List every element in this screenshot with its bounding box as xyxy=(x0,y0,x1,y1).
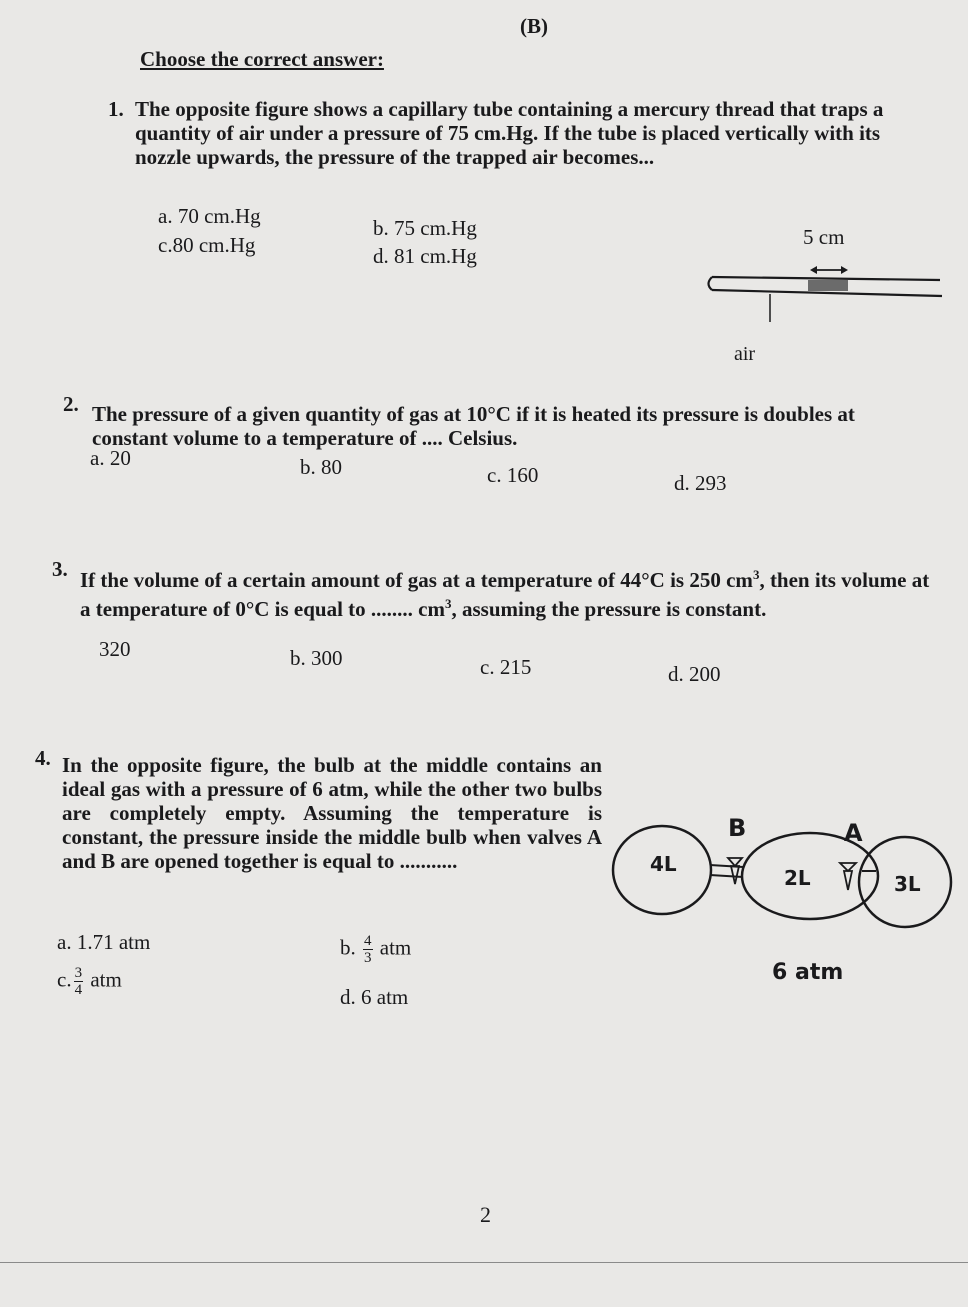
q3-option-d: d. 200 xyxy=(668,662,721,686)
q3-volume: 250 cm xyxy=(689,568,753,592)
q3-volume-exponent: 3 xyxy=(752,567,760,582)
q4-option-c-prefix: c. xyxy=(57,967,72,992)
q4-option-c-numerator: 3 xyxy=(74,965,83,981)
q2-number: 2. xyxy=(63,392,79,416)
q4-option-b xyxy=(340,933,411,966)
section-label: (B) xyxy=(520,14,548,38)
capillary-tube-figure xyxy=(690,222,960,372)
q2-text-end: if it is heated its pressure is doubles at constant volume to a temperature of .... Celsius. xyxy=(92,402,855,450)
q3-unit: cm xyxy=(418,597,445,621)
q2-text xyxy=(92,402,932,450)
q4-option-c-denominator: 4 xyxy=(74,982,83,998)
q3-option-a: 320 xyxy=(99,637,131,661)
q1-option-c: c.80 cm.Hg xyxy=(158,233,256,257)
q4-number: 4. xyxy=(35,746,51,770)
three-bulbs-figure xyxy=(600,800,960,1000)
q3-option-c: c. 215 xyxy=(480,655,532,679)
valve-a-symbol xyxy=(840,863,856,890)
q2-text-start: The pressure of a given quantity of gas at xyxy=(92,402,462,426)
q2-option-b: b. 80 xyxy=(300,455,342,479)
q1-number: 1. xyxy=(108,97,124,121)
q3-text xyxy=(80,563,930,621)
q3-text-part4: is equal to ........ xyxy=(274,597,413,621)
valve-b-symbol xyxy=(728,858,742,884)
q3-option-b: b. 300 xyxy=(290,646,343,670)
q1-option-a: a. 70 cm.Hg xyxy=(158,204,261,228)
q3-text-part3: , then its volume at a temperature of xyxy=(80,568,930,621)
q3-text-part5: , assuming the pressure is constant. xyxy=(451,597,767,621)
valve-a-label: A xyxy=(844,819,863,847)
q1-text: The opposite figure shows a capillary tube containing a mercury thread that traps a quantity of air under a pressure of 75 cm.Hg. If the tube is placed vertically with its nozzle upwards, the pressure of the trapped air becomes... xyxy=(135,97,884,169)
q3-text-part2: is xyxy=(670,568,685,592)
q1-option-d: d. 81 cm.Hg xyxy=(373,244,477,268)
q3-number: 3. xyxy=(52,557,68,581)
middle-bulb-volume: 2L xyxy=(784,866,811,890)
middle-bulb-pressure: 6 atm xyxy=(772,960,844,985)
q2-option-d: d. 293 xyxy=(674,471,727,495)
q4-option-b-fraction xyxy=(363,933,373,966)
valve-b-label: B xyxy=(728,814,747,842)
q4-text: In the opposite figure, the bulb at the middle contains an ideal gas with a pressure of 6 atm, while the other two bulbs are completely empty. Assuming the temperature is constant, the pressure inside the middle bulb when valves A and B are opened together is equal to ........... xyxy=(62,753,602,873)
q4-option-a: a. 1.71 atm xyxy=(57,930,151,954)
q4-option-b-prefix: b. xyxy=(340,935,356,960)
air-label: air xyxy=(734,343,756,365)
q2-temperature: 10°C xyxy=(466,402,511,426)
page-number: 2 xyxy=(480,1202,491,1227)
q4-option-c-unit: atm xyxy=(90,967,122,992)
q2-option-c: c. 160 xyxy=(487,463,539,487)
q4-option-b-unit: atm xyxy=(379,935,412,960)
mercury-thread xyxy=(808,280,848,291)
bottom-divider xyxy=(0,1262,968,1263)
q4-option-d: d. 6 atm xyxy=(340,985,409,1009)
q3-temperature-1: 44°C xyxy=(620,568,665,592)
q3-temperature-2: 0°C xyxy=(235,597,270,621)
tube-length-label: 5 cm xyxy=(803,225,845,249)
q4-option-c-fraction xyxy=(74,965,84,998)
q3-unit-exponent: 3 xyxy=(444,596,452,611)
q3-text-part1: If the volume of a certain amount of gas at a temperature of xyxy=(80,568,616,592)
q4-option-c xyxy=(57,965,122,998)
q4-option-b-denominator: 3 xyxy=(364,950,372,966)
q2-option-a: a. 20 xyxy=(90,446,131,470)
left-bulb-volume: 4L xyxy=(650,852,677,876)
right-bulb-volume: 3L xyxy=(894,872,921,896)
q1-option-b: b. 75 cm.Hg xyxy=(373,216,477,240)
q4-option-b-numerator: 4 xyxy=(364,933,372,949)
instruction-heading: Choose the correct answer: xyxy=(140,47,384,71)
